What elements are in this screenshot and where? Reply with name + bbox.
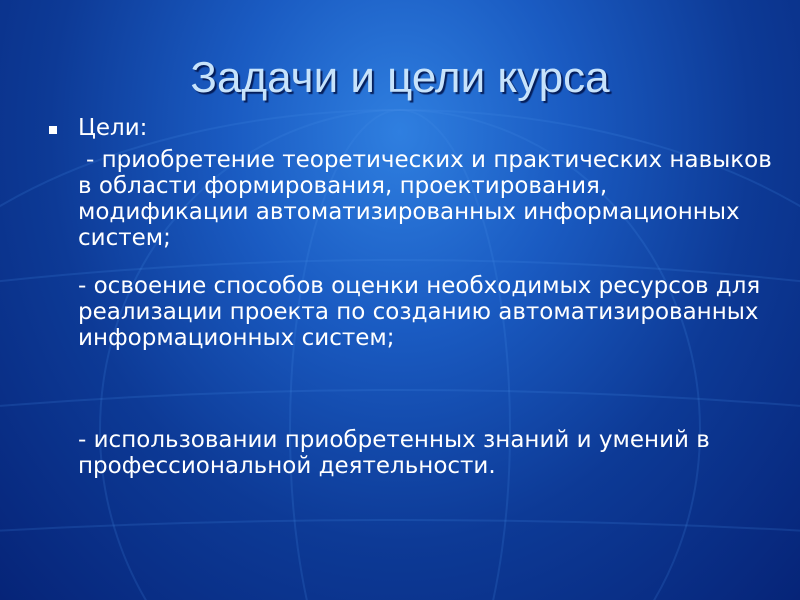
goal-item: - использовании приобретенных знаний и умений в профессиональной деятельности.: [78, 427, 710, 479]
slide-title: Задачи и цели курса: [190, 53, 610, 102]
bullet-square-icon: [49, 126, 57, 134]
goal-item: - приобретение теоретических и практических навыков в области формирования, проектирования, модификации автоматизированных информационных систем;: [78, 147, 772, 251]
goals-heading: Цели:: [78, 115, 148, 141]
goal-item: - освоение способов оценки необходимых ресурсов для реализации проекта по созданию автоматизированных информационных систем;: [78, 273, 761, 351]
